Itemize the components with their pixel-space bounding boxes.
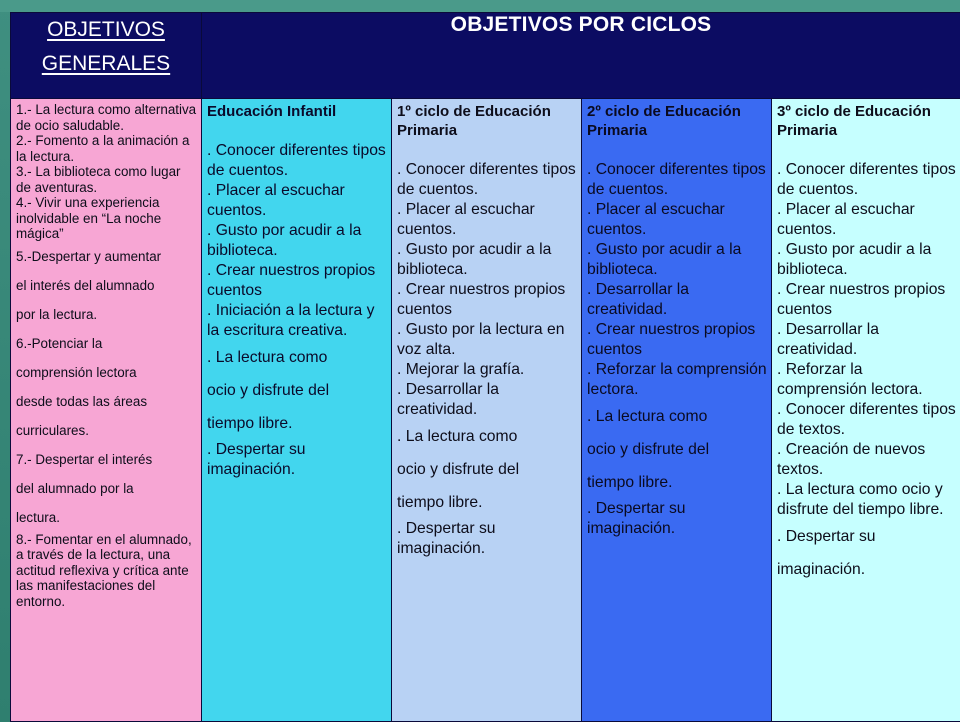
primaria3-item-1: . Conocer diferentes tipos de cuentos. [777, 160, 956, 200]
primaria3-title: 3º ciclo de Educación Primaria [777, 102, 956, 140]
general-item-6-line3: desde todas las áreas [16, 387, 197, 416]
infantil-item-7: . Despertar su imaginación. [207, 440, 387, 480]
primaria1-item-3: . Gusto por acudir a la biblioteca. [397, 240, 577, 280]
primaria1-item-8-line3: tiempo libre. [397, 486, 577, 519]
primaria3-item-10-line1: . Despertar su [777, 520, 956, 553]
primaria2-item-5: . Crear nuestros propios cuentos [587, 320, 767, 360]
primaria3-item-9: . La lectura como ocio y disfrute del tiempo libre. [777, 480, 956, 520]
infantil-title: Educación Infantil [207, 102, 387, 121]
primaria1-item-9: . Despertar su imaginación. [397, 519, 577, 559]
general-item-4: 4.- Vivir una experiencia inolvidable en “La noche mágica” [16, 195, 197, 242]
infantil-item-3: . Gusto por acudir a la biblioteca. [207, 221, 387, 261]
primaria1-item-4: . Crear nuestros propios cuentos [397, 280, 577, 320]
primaria1-column [392, 99, 581, 559]
general-objectives-header [11, 13, 202, 99]
objectives-table [10, 12, 960, 722]
cycles-objectives-header: OBJETIVOS POR CICLOS [202, 13, 960, 99]
infantil-item-6-line2: ocio y disfrute del [207, 374, 387, 407]
primaria1-item-8-line1: . La lectura como [397, 420, 577, 453]
primaria2-item-2: . Placer al escuchar cuentos. [587, 200, 767, 240]
general-item-3: 3.- La biblioteca como lugar de aventuras. [16, 164, 197, 195]
primaria2-item-7-line3: tiempo libre. [587, 466, 767, 499]
primaria3-list [777, 160, 956, 586]
primaria2-item-6: . Reforzar la comprensión lectora. [587, 360, 767, 400]
primaria3-item-3: . Gusto por acudir a la biblioteca. [777, 240, 956, 280]
content-row [11, 99, 960, 722]
primaria3-item-8: . Creación de nuevos textos. [777, 440, 956, 480]
primaria2-item-4: . Desarrollar la creatividad. [587, 280, 767, 320]
primaria1-item-6: . Mejorar la grafía. [397, 360, 577, 380]
header-row [11, 13, 960, 99]
primaria2-item-8: . Despertar su imaginación. [587, 499, 767, 539]
general-item-7-line2: del alumnado por la [16, 474, 197, 503]
primaria2-item-3: . Gusto por acudir a la biblioteca. [587, 240, 767, 280]
primaria3-item-5: . Desarrollar la creatividad. [777, 320, 956, 360]
general-objectives-list [11, 99, 201, 609]
infantil-cell [202, 99, 392, 722]
primaria1-cell [392, 99, 582, 722]
general-item-5-line1: 5.-Despertar y aumentar [16, 242, 197, 271]
primaria3-cell [772, 99, 960, 722]
infantil-column [202, 99, 391, 480]
primaria2-cell [582, 99, 772, 722]
general-item-2: 2.- Fomento a la animación a la lectura. [16, 133, 197, 164]
general-item-6-line1: 6.-Potenciar la [16, 329, 197, 358]
general-item-6-line2: comprensión lectora [16, 358, 197, 387]
primaria1-title: 1º ciclo de Educación Primaria [397, 102, 577, 140]
infantil-item-5: . Iniciación a la lectura y la escritura creativa. [207, 301, 387, 341]
infantil-item-6-line1: . La lectura como [207, 341, 387, 374]
primaria3-item-2: . Placer al escuchar cuentos. [777, 200, 956, 240]
primaria1-item-2: . Placer al escuchar cuentos. [397, 200, 577, 240]
general-objectives-cell [11, 99, 202, 722]
primaria1-item-5: . Gusto por la lectura en voz alta. [397, 320, 577, 360]
primaria3-item-4: . Crear nuestros propios cuentos [777, 280, 956, 320]
general-item-7-line1: 7.- Despertar el interés [16, 445, 197, 474]
primaria1-list [397, 160, 577, 559]
infantil-list [207, 141, 387, 480]
infantil-item-1: . Conocer diferentes tipos de cuentos. [207, 141, 387, 181]
infantil-item-6-line3: tiempo libre. [207, 407, 387, 440]
infantil-item-4: . Crear nuestros propios cuentos [207, 261, 387, 301]
general-item-5-line2: el interés del alumnado [16, 271, 197, 300]
primaria3-column [772, 99, 960, 586]
general-item-6-line4: curriculares. [16, 416, 197, 445]
general-header-line1: OBJETIVOS [11, 13, 201, 47]
primaria2-title: 2º ciclo de Educación Primaria [587, 102, 767, 140]
general-item-1: 1.- La lectura como alternativa de ocio saludable. [16, 102, 197, 133]
general-item-7-line3: lectura. [16, 503, 197, 532]
primaria3-item-6: . Reforzar la comprensión lectora. [777, 360, 956, 400]
primaria2-item-7-line2: ocio y disfrute del [587, 433, 767, 466]
primaria1-item-1: . Conocer diferentes tipos de cuentos. [397, 160, 577, 200]
general-item-8: 8.- Fomentar en el alumnado, a través de la lectura, una actitud reflexiva y crítica ante las manifestaciones del entorno. [16, 532, 197, 610]
primaria3-item-7: . Conocer diferentes tipos de textos. [777, 400, 956, 440]
general-header-line2: GENERALES [11, 47, 201, 81]
primaria3-item-10-line2: imaginación. [777, 553, 956, 586]
primaria1-item-8-line2: ocio y disfrute del [397, 453, 577, 486]
primaria2-list [587, 160, 767, 539]
infantil-item-2: . Placer al escuchar cuentos. [207, 181, 387, 221]
primaria2-item-7-line1: . La lectura como [587, 400, 767, 433]
primaria2-column [582, 99, 771, 539]
primaria2-item-1: . Conocer diferentes tipos de cuentos. [587, 160, 767, 200]
primaria1-item-7: . Desarrollar la creatividad. [397, 380, 577, 420]
top-decoration-band [0, 0, 960, 12]
general-item-5-line3: por la lectura. [16, 300, 197, 329]
